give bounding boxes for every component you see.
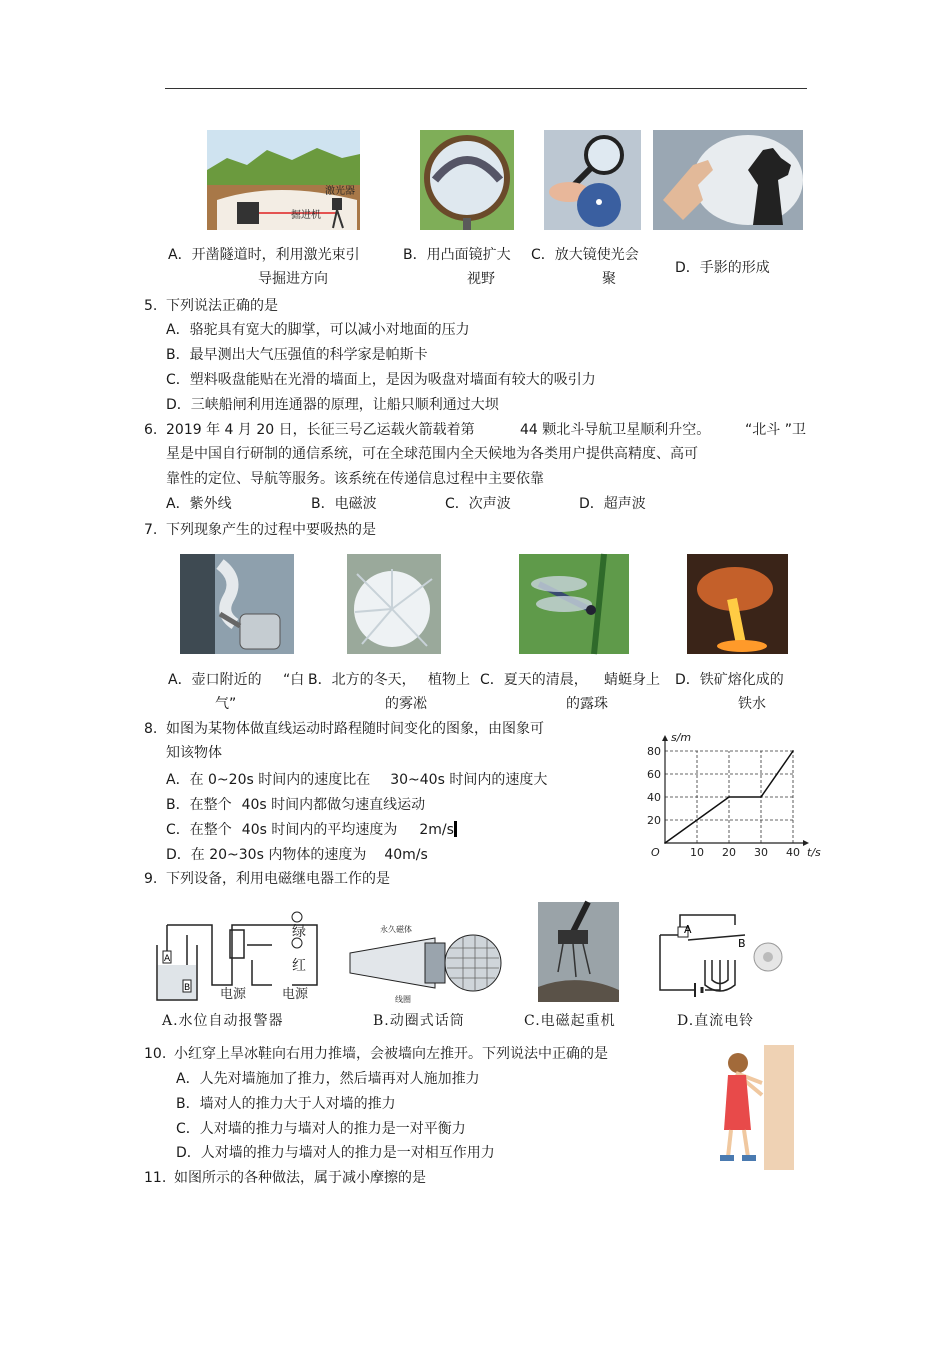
q4-option-d-line1: 手影的形成 [699, 260, 770, 276]
q7-option-b-line1: B．北方的冬天， [308, 672, 416, 688]
bell-b-label: B [738, 937, 746, 950]
q11-stem: 如图所示的各种做法，属于减小摩擦的是 [174, 1170, 426, 1186]
q8-stem-line1: 如图为某物体做直线运动时路程随时间变化的图象，由图象可 [166, 721, 544, 737]
y-tick-label-2: 60 [647, 768, 661, 781]
y-tick-label-3: 80 [647, 745, 661, 758]
q4-option-c-letter: C． [531, 247, 555, 263]
series-point-1 [728, 796, 730, 798]
q4-option-a-letter: A． [168, 247, 192, 263]
girl-pushing-wall-image [716, 1045, 794, 1170]
dynamic-mic-diagram [345, 918, 503, 1006]
electric-bell-diagram [650, 905, 790, 1000]
q8-option-d-part1: D．在 20~30s 内物体的速度为 [166, 847, 367, 863]
q9-number: 9. [144, 871, 158, 887]
q8-number: 8. [144, 721, 158, 737]
q8-stem-line2: 知该物体 [166, 745, 222, 761]
q8-option-b-part2: 40s 时间内都做匀速直线运动 [241, 797, 426, 813]
distance-time-graph [635, 725, 821, 860]
q7-option-b-line2: 的雾凇 [385, 696, 427, 712]
q9-caption-b: B.动圈式话筒 [373, 1013, 465, 1029]
q7-option-a-line1b: “白 [283, 672, 305, 688]
q6-number: 6. [144, 422, 158, 438]
q4-option-c-line1: 放大镜使光会 [554, 247, 639, 263]
dragonfly-dew-image [519, 554, 629, 654]
laser-label: 激光器 [325, 186, 355, 197]
x-tick-label-3: 40 [786, 846, 800, 859]
q4-option-c [531, 246, 639, 264]
coil-label: 线圈 [395, 995, 411, 1004]
q4-option-d [675, 259, 770, 277]
q5-stem: 下列说法正确的是 [166, 298, 278, 314]
q5-number: 5. [144, 298, 158, 314]
q8-option-a-part1: A．在 0~20s 时间内的速度比在 [166, 772, 371, 788]
q10-option-d: D．人对墙的推力与墙对人的推力是一对相互作用力 [176, 1145, 495, 1161]
q4-option-b-line2: 视野 [467, 271, 495, 287]
water-alarm-diagram [152, 905, 324, 1005]
q8-option-b [166, 796, 425, 814]
y-axis-label: s/m [671, 731, 692, 744]
st-chart-svg [635, 725, 821, 860]
q10-option-c: C．人对墙的推力与墙对人的推力是一对平衡力 [176, 1121, 466, 1137]
q7-option-d-line2: 铁水 [738, 696, 766, 712]
power1-label: 电源 [220, 987, 247, 1002]
q8-option-c-part3: 2m/s [419, 822, 454, 838]
q6-line3: 靠性的定位、导航等服务。该系统在传递信息过程中主要依靠 [166, 471, 544, 487]
q10-option-b: B．墙对人的推力大于人对墙的推力 [176, 1096, 396, 1112]
q9-caption-c: C.电磁起重机 [524, 1013, 616, 1029]
q7-number: 7. [144, 522, 158, 538]
q8-option-d [166, 846, 428, 864]
q8-option-a-part2: 30~40s 时间内的速度大 [390, 772, 548, 788]
y-axis-arrow [662, 735, 668, 741]
b-electrode-label: B [184, 983, 191, 993]
q10-stem: 小红穿上旱冰鞋向右用力推墙，会被墙向左推开。下列说法中正确的是 [174, 1046, 608, 1062]
q8-option-c [166, 821, 457, 839]
q6-line1b: 44 颗北斗导航卫星顺利升空。 [520, 422, 711, 438]
rime-image [347, 554, 441, 654]
borer-label: 掘进机 [291, 210, 321, 221]
q5-option-c: C．塑料吸盘能贴在光滑的墙面上，是因为吸盘对墙面有较大的吸引力 [166, 372, 596, 388]
q7-stem: 下列现象产生的过程中要吸热的是 [166, 522, 376, 538]
q4-option-d-letter: D． [675, 260, 700, 276]
q9-stem: 下列设备，利用电磁继电器工作的是 [166, 871, 390, 887]
q6-option-a: A．紫外线 [166, 496, 232, 512]
q6-line1c: “北斗 ”卫 [745, 422, 806, 438]
crane-image [538, 902, 619, 1002]
q10-option-a: A．人先对墙施加了推力，然后墙再对人施加推力 [176, 1071, 480, 1087]
convex-mirror-image [420, 130, 514, 230]
q4-option-b-line1: 用凸面镜扩大 [426, 247, 511, 263]
q7-option-c-line2: 的露珠 [566, 696, 608, 712]
x-axis-label: t/s [807, 846, 821, 859]
q5-option-d: D．三峡船闸利用连通器的原理，让船只顺利通过大坝 [166, 397, 499, 413]
y-tick-label-1: 40 [647, 791, 661, 804]
y-tick-label-0: 20 [647, 814, 661, 827]
q9-caption-a: A.水位自动报警器 [162, 1013, 284, 1029]
q7-option-c-line1: C．夏天的清晨， [480, 672, 588, 688]
magnet-label: 永久磁体 [380, 925, 412, 934]
tunnel-laser-image [207, 130, 360, 230]
x-tick-label-2: 30 [754, 846, 768, 859]
kettle-steam-image [180, 554, 294, 654]
text-cursor [454, 821, 457, 837]
q10-number: 10. [144, 1046, 167, 1062]
hand-shadow-image [653, 130, 803, 230]
molten-iron-image [687, 554, 788, 654]
q7-option-c-line1b: 蜻蜓身上 [604, 672, 660, 688]
q9-caption-d: D.直流电铃 [677, 1013, 755, 1029]
q6-line2: 星是中国自行研制的通信系统，可在全球范围内全天候地为各类用户提供高精度、高可 [166, 446, 698, 462]
series-point-0 [664, 842, 666, 844]
q4-option-a-line1: 开凿隧道时，利用激光束引 [191, 247, 360, 263]
a-electrode-label: A [164, 954, 171, 964]
red-label: 红 [292, 958, 306, 974]
q8-option-c-part1: C．在整个 [166, 822, 232, 838]
q8-option-b-part1: B．在整个 [166, 797, 232, 813]
q6-option-d: D．超声波 [579, 496, 646, 512]
q4-option-b [403, 246, 511, 264]
q7-option-a-line1: A．壶口附近的 [168, 672, 262, 688]
q7-option-b-line1b: 植物上 [428, 672, 470, 688]
q8-option-d-part2: 40m/s [384, 847, 428, 863]
x-tick-label-0: 10 [690, 846, 704, 859]
q7-option-a-line2: 气” [215, 696, 237, 712]
q11-number: 11. [144, 1170, 167, 1186]
q6-line1a: 2019 年 4 月 20 日，长征三号乙运载火箭载着第 [166, 422, 475, 438]
power2-label: 电源 [282, 987, 309, 1002]
x-tick-label-1: 20 [722, 846, 736, 859]
origin-label: O [651, 846, 660, 859]
q5-option-a: A．骆驼具有宽大的脚掌，可以减小对地面的压力 [166, 322, 470, 338]
q4-option-a-line2: 导掘进方向 [258, 271, 328, 287]
q4-option-b-letter: B． [403, 247, 427, 263]
header-rule [165, 88, 807, 89]
series-point-3 [792, 750, 794, 752]
q4-option-a [168, 246, 360, 264]
q4-option-c-line2: 聚 [602, 271, 616, 287]
q6-option-c: C．次声波 [445, 496, 511, 512]
q8-option-c-part2: 40s 时间内的平均速度为 [241, 822, 398, 838]
q5-option-b: B．最早测出大气压强值的科学家是帕斯卡 [166, 347, 428, 363]
q6-option-b: B．电磁波 [311, 496, 377, 512]
q8-option-a [166, 771, 547, 789]
bell-a-label: A [684, 923, 692, 936]
q7-option-d-line1: D．铁矿熔化成的 [675, 672, 784, 688]
green-label: 绿 [292, 924, 306, 940]
series-point-2 [760, 796, 762, 798]
magnifier-image [544, 130, 641, 230]
